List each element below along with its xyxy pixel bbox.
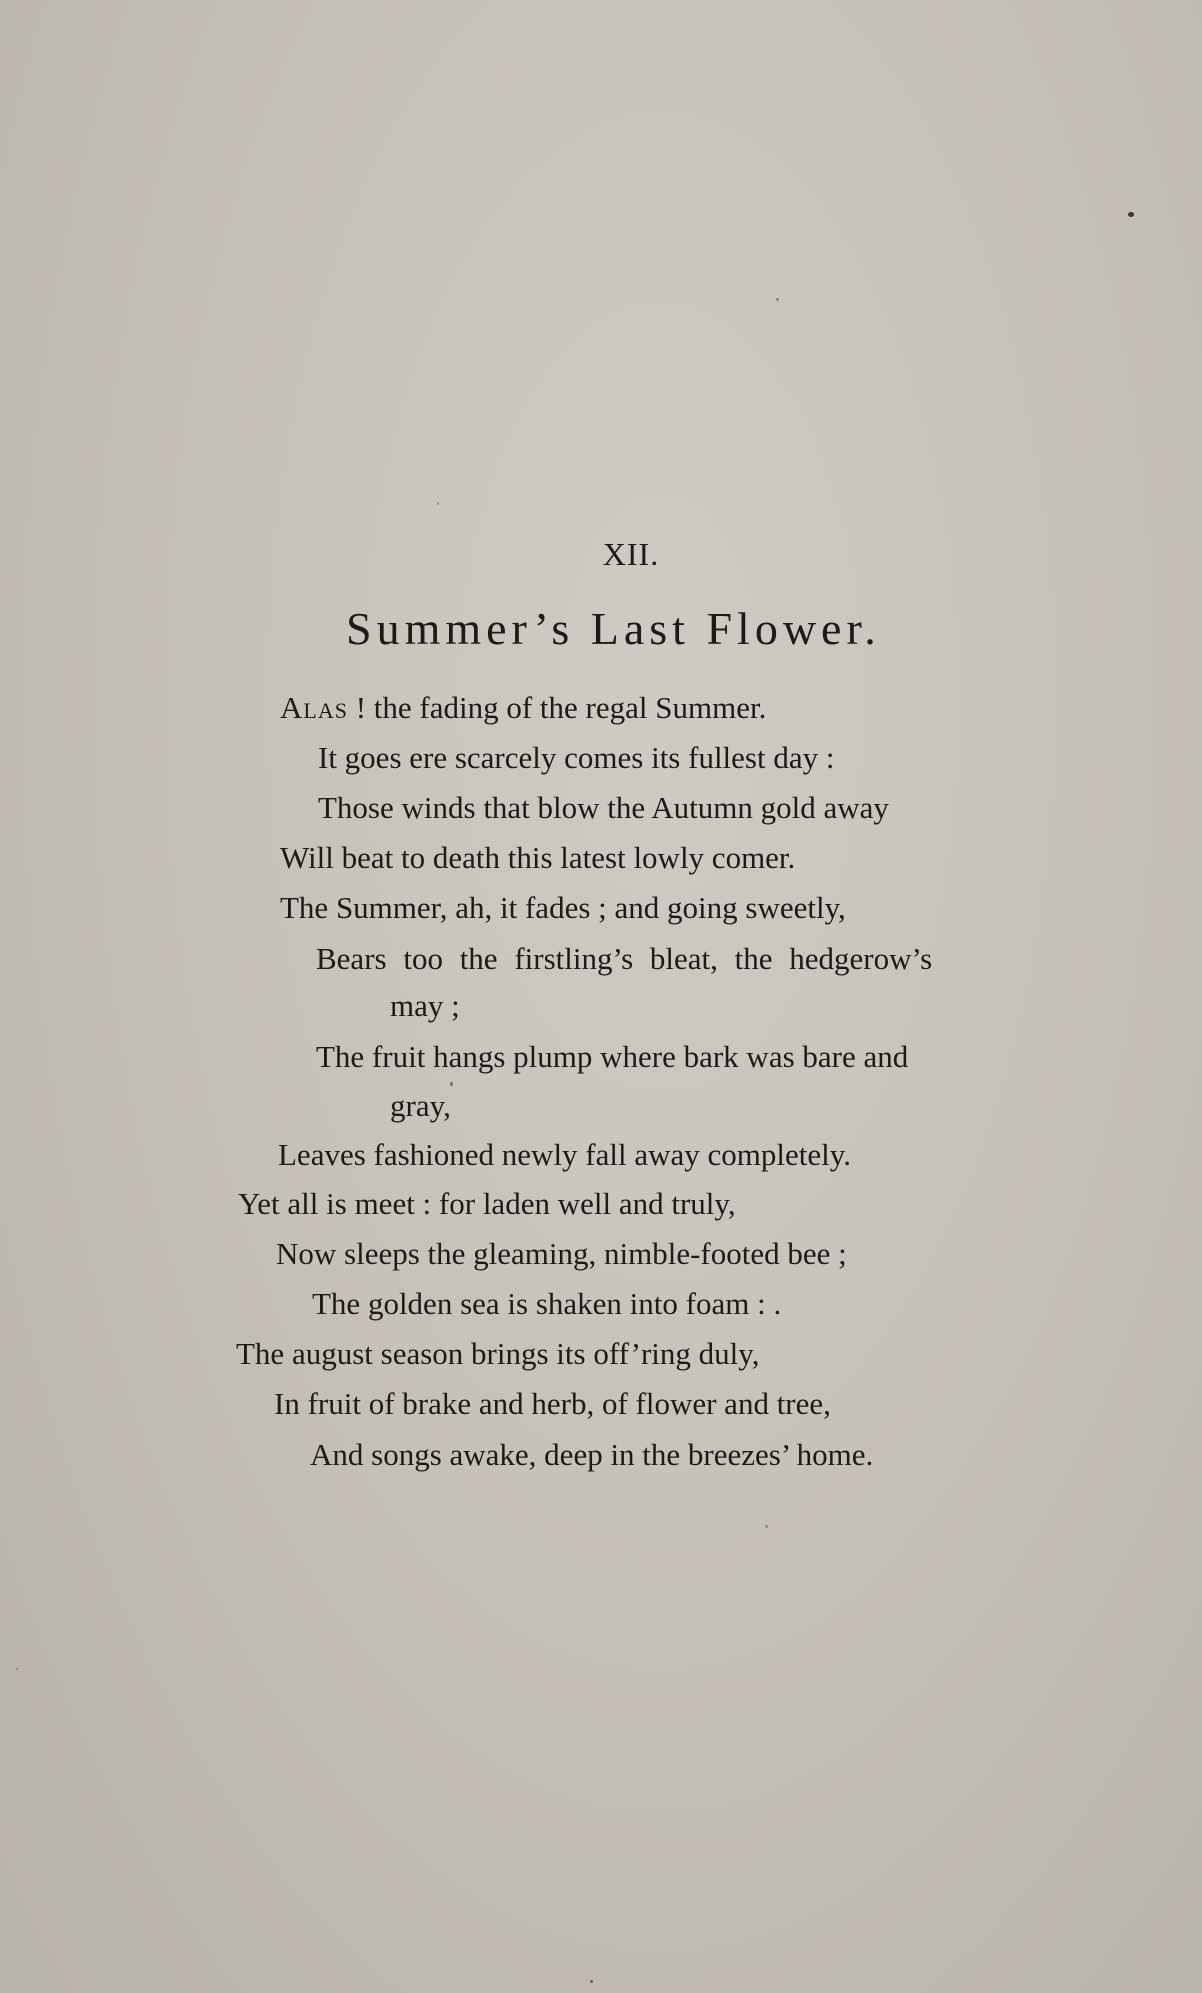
verse-initial-word: Alas <box>280 690 348 725</box>
verse-line: Leaves fashioned newly fall away completely. <box>278 1137 851 1172</box>
paper-speck <box>1128 212 1134 217</box>
verse-line: The Summer, ah, it fades ; and going sweetly, <box>280 890 846 925</box>
paper-speck <box>590 1980 593 1983</box>
paper-speck <box>16 1668 18 1670</box>
verse-line: Will beat to death this latest lowly comer. <box>280 840 796 875</box>
verse-line-continuation: gray, <box>390 1088 451 1123</box>
verse-line <box>280 688 766 728</box>
verse-line-continuation: may ; <box>390 988 460 1023</box>
verse-line: In fruit of brake and herb, of flower and tree, <box>274 1386 831 1421</box>
verse-line: The fruit hangs plump where bark was bare and <box>316 1039 909 1074</box>
verse-line: Now sleeps the gleaming, nimble-footed bee ; <box>276 1236 847 1271</box>
paper-speck <box>765 1525 768 1528</box>
verse-line: The august season brings its off’ring duly, <box>236 1336 760 1371</box>
verse-line: Those winds that blow the Autumn gold away <box>318 790 889 825</box>
poem-number: XII. <box>602 536 660 572</box>
verse-line-text: ! the fading of the regal Summer. <box>347 690 767 725</box>
paper-speck <box>450 1082 453 1086</box>
paper-speck <box>437 502 439 505</box>
verse-line: The golden sea is shaken into foam : . <box>312 1286 782 1321</box>
verse-line: Yet all is meet : for laden well and truly, <box>238 1186 736 1221</box>
poem-title: Summer’s Last Flower. <box>346 603 881 654</box>
verse-line: And songs awake, deep in the breezes’ home. <box>310 1437 874 1472</box>
verse-line: Bears too the firstling’s bleat, the hedgerow’s <box>316 941 933 976</box>
verse-line: It goes ere scarcely comes its fullest day : <box>318 740 835 775</box>
paper-speck <box>776 298 779 301</box>
